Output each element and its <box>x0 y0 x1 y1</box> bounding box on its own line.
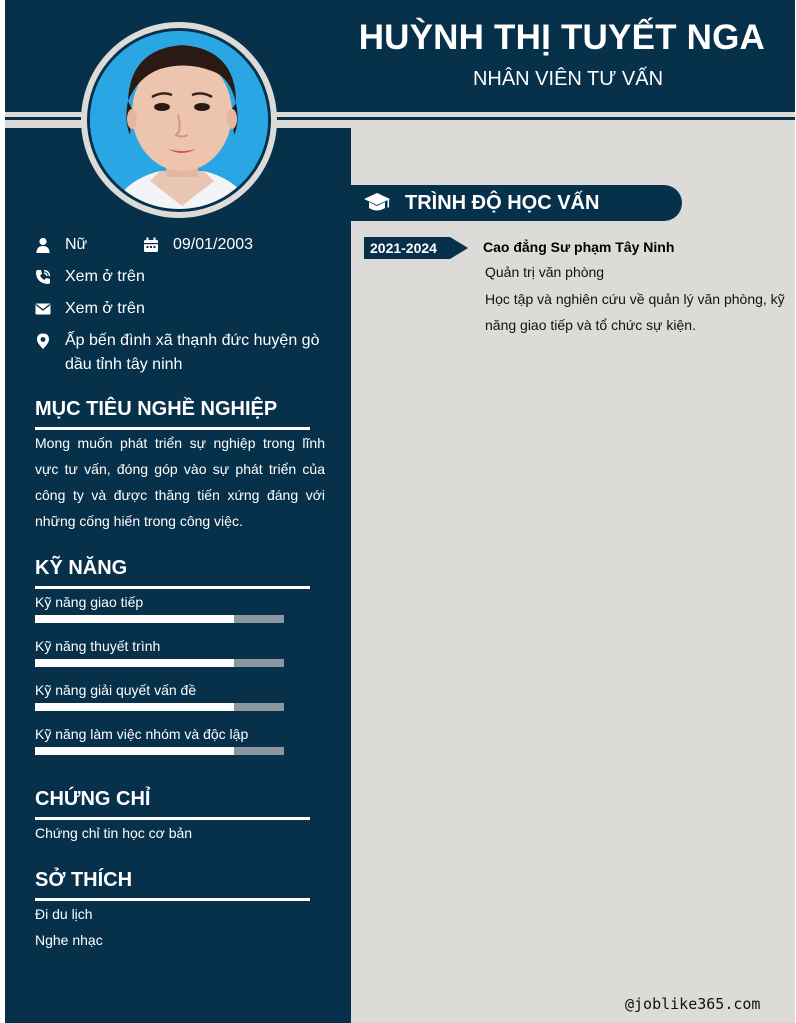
job-title: NHÂN VIÊN TƯ VẤN <box>472 68 664 90</box>
calendar-icon <box>143 237 159 253</box>
skill-label: Kỹ năng làm việc nhóm và độc lập <box>35 726 249 742</box>
education-school: Cao đẳng Sư phạm Tây Ninh <box>483 239 675 255</box>
skill-label: Kỹ năng giải quyết vấn đề <box>35 682 197 698</box>
site-watermark: @joblike365.com <box>625 995 761 1013</box>
candidate-name: HUỲNH THỊ TUYẾT NGA <box>358 18 765 57</box>
graduation-cap-icon <box>363 191 391 215</box>
objective-text: Mong muốn phát triển sự nghiệp trong lĩnh vực tư vấn, đóng góp vào sự phát triển của công ty và được thăng tiến xứng đáng với những cống hiến trong công việc. <box>35 435 325 529</box>
skills-title: KỸ NĂNG <box>35 557 310 589</box>
skill-label: Kỹ năng giao tiếp <box>35 594 144 610</box>
skill-bar-fill <box>35 615 234 623</box>
skill-item <box>35 593 295 623</box>
avatar <box>87 28 271 212</box>
hobbies-title: SỞ THÍCH <box>35 869 310 901</box>
skill-bar-fill <box>35 747 234 755</box>
hobby-item: Nghe nhạc <box>35 932 103 948</box>
phone-value: Xem ở trên <box>65 268 145 285</box>
email-value: Xem ở trên <box>65 300 145 317</box>
skill-bar-fill <box>35 703 234 711</box>
objective-title: MỤC TIÊU NGHỀ NGHIỆP <box>35 398 310 430</box>
gender-value: Nữ <box>65 236 88 253</box>
birthday-row <box>143 236 253 257</box>
skill-bar <box>35 659 284 667</box>
address-row <box>35 332 335 377</box>
phone-icon <box>35 269 51 285</box>
avatar-frame <box>81 22 277 218</box>
certificate-item: Chứng chỉ tin học cơ bản <box>35 825 193 841</box>
skill-item <box>35 681 295 711</box>
gender-row <box>35 236 87 257</box>
skill-bar <box>35 703 284 711</box>
education-major: Quản trị văn phòng <box>485 264 605 280</box>
education-year-arrow <box>450 237 468 259</box>
skill-bar-fill <box>35 659 234 667</box>
resume-page <box>5 0 795 1023</box>
education-header <box>351 185 682 221</box>
skill-item <box>35 725 295 755</box>
user-icon <box>35 237 51 253</box>
address-value: Ấp bến đình xã thạnh đức huyện gò dầu tỉnh tây ninh <box>65 332 320 373</box>
hobby-item: Đi du lịch <box>35 906 93 922</box>
education-title: TRÌNH ĐỘ HỌC VẤN <box>405 192 600 214</box>
birthday-value: 09/01/2003 <box>173 236 254 253</box>
skill-item <box>35 637 295 667</box>
skill-bar <box>35 615 284 623</box>
education-description: Học tập và nghiên cứu về quản lý văn phòng, kỹ năng giao tiếp và tổ chức sự kiện. <box>485 291 785 333</box>
skill-bar <box>35 747 284 755</box>
phone-row <box>35 268 145 289</box>
location-icon <box>35 333 51 349</box>
email-icon <box>35 301 51 317</box>
email-row <box>35 300 145 321</box>
skill-label: Kỹ năng thuyết trình <box>35 638 161 654</box>
certificates-title: CHỨNG CHỈ <box>35 788 310 820</box>
education-year-badge: 2021-2024 <box>364 237 450 259</box>
